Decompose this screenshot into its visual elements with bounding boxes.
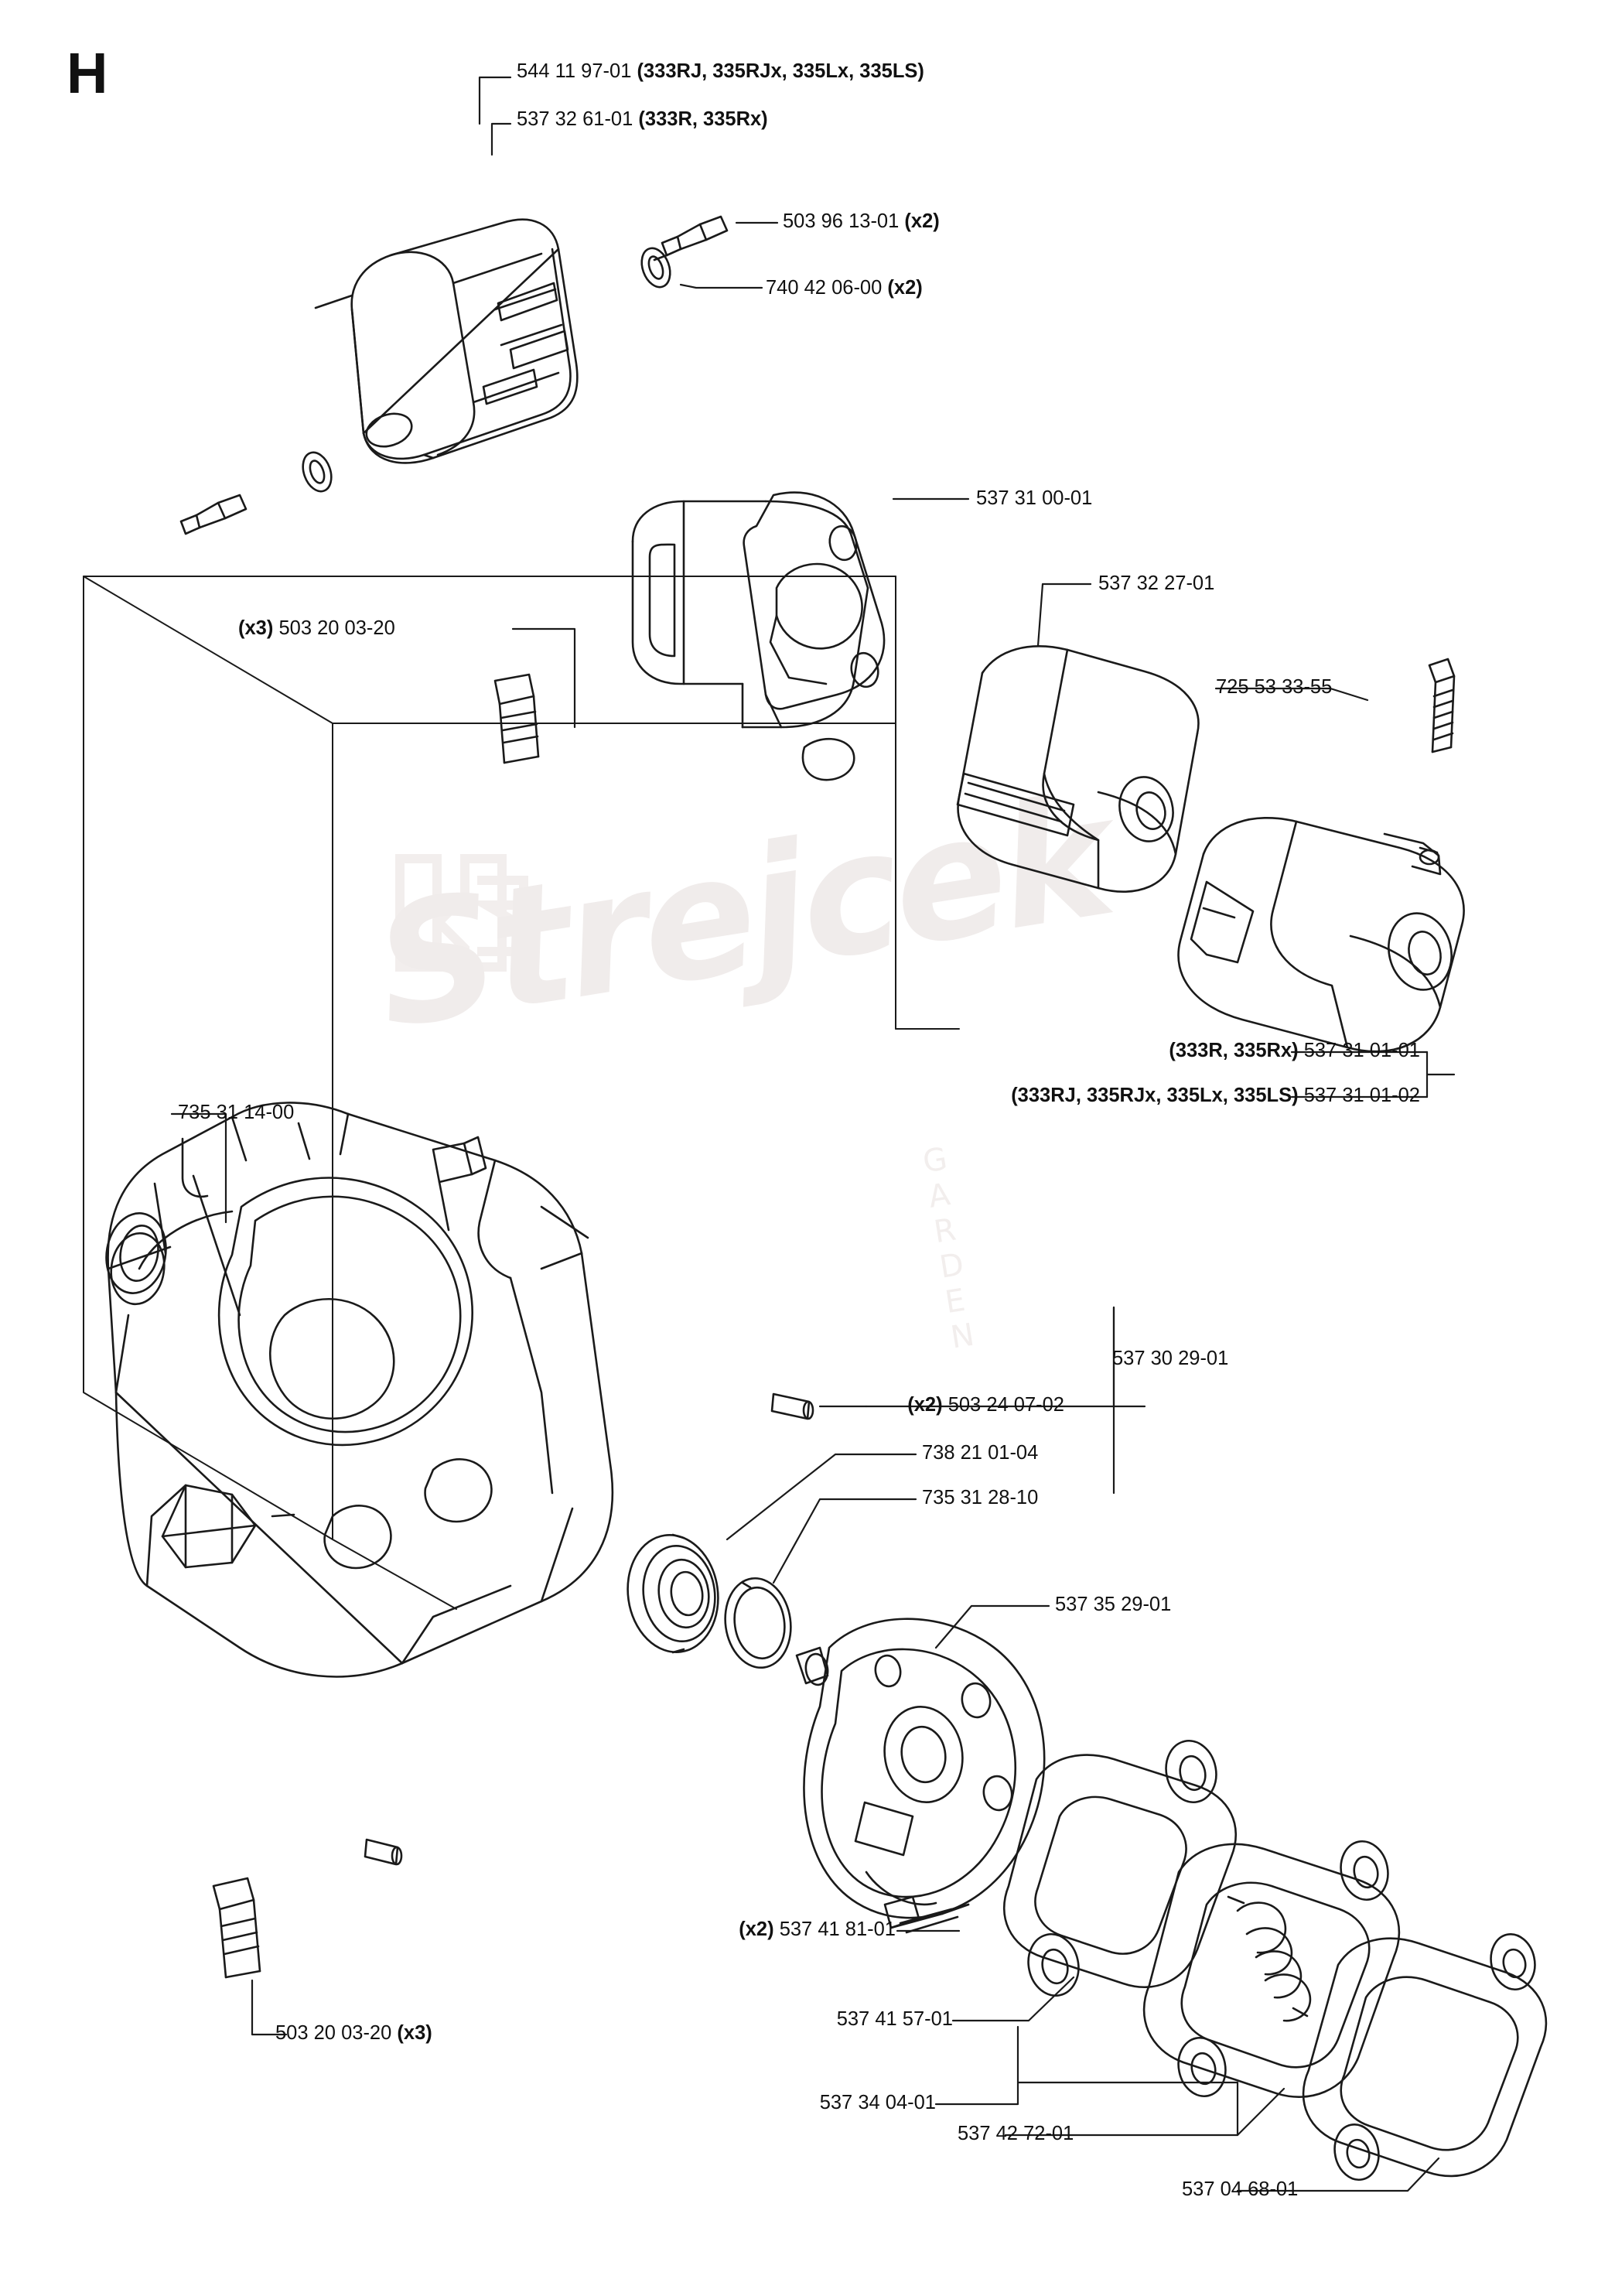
label-housing-assy [1112, 1348, 1228, 1370]
part-number: 537 31 01-01 [1303, 1040, 1420, 1061]
part-number: 537 32 61-01 [517, 108, 633, 130]
part-number: 537 30 29-01 [1112, 1348, 1229, 1369]
crank-seal [107, 1230, 169, 1308]
part-number: 537 41 57-01 [836, 2008, 953, 2030]
model-list: (333R, 335Rx) [1169, 1040, 1299, 1061]
part-number: 537 04 68-01 [1182, 2178, 1299, 2200]
screw-bottom-left [213, 1878, 260, 1977]
label-screw-2x [783, 210, 940, 233]
model-list: (333RJ, 335RJx, 335Lx, 335LS) [1011, 1085, 1299, 1106]
quantity: (x2) [887, 277, 923, 299]
clutch-housing [101, 1102, 613, 1676]
shaft-damper [958, 646, 1198, 891]
cylinder-cover [316, 220, 577, 463]
part-number: 537 32 27-01 [1098, 572, 1215, 594]
part-number: 537 42 72-01 [958, 2123, 1074, 2144]
part-number: 735 31 28-10 [922, 1487, 1039, 1508]
label-cover-rj [517, 60, 924, 83]
clutch-drum [797, 1619, 1044, 1918]
label-seal [178, 1102, 294, 1124]
quantity: (x3) [397, 2022, 432, 2044]
label-clutch-shoe [674, 2008, 953, 2031]
screw-top [495, 675, 538, 763]
label-clamp-rj [670, 1085, 1420, 1107]
watermark-logo-icon [387, 843, 549, 982]
label-clutch-plate [1182, 2178, 1298, 2201]
part-number: 537 41 81-01 [779, 1918, 896, 1940]
circlip [719, 1574, 796, 1672]
label-screw-3x-bottom [275, 2022, 432, 2045]
label-clutch-drum [1055, 1594, 1171, 1616]
model-list: (333R, 335Rx) [638, 108, 768, 130]
clutch-assembly [1144, 1837, 1399, 2101]
part-number: 738 21 01-04 [922, 1442, 1039, 1464]
leader-lines-top [480, 77, 1454, 1097]
part-number: 725 53 33-55 [1216, 676, 1333, 698]
quantity: (x2) [907, 1394, 943, 1416]
clutch-screws [885, 1897, 968, 1932]
part-number: 503 24 07-02 [947, 1394, 1064, 1416]
part-number: 537 34 04-01 [819, 2092, 936, 2113]
part-number: 537 31 00-01 [976, 487, 1093, 509]
shaft-bracket [633, 493, 884, 781]
shaft-clamp [1179, 818, 1464, 1051]
part-number: 503 20 03-20 [275, 2022, 392, 2044]
clutch-plate [1303, 1930, 1546, 2184]
quantity: (x2) [904, 210, 940, 232]
quantity: (x2) [739, 1918, 774, 1940]
part-number: 735 31 14-00 [178, 1102, 295, 1123]
label-oring-2x [766, 277, 923, 299]
clutch-shoe-left [1004, 1736, 1236, 2000]
label-screw-2x-clutch [617, 1918, 896, 1941]
section-letter: H [67, 41, 108, 105]
watermark-text: Strejcek [364, 759, 1121, 1066]
quantity: (x3) [238, 617, 274, 639]
label-screw-3x-top [238, 617, 395, 640]
label-cover-r [517, 108, 768, 131]
label-bearing [922, 1442, 1038, 1464]
part-number: 537 35 29-01 [1055, 1594, 1172, 1615]
model-list: (333RJ, 335RJx, 335Lx, 335LS) [637, 60, 924, 82]
part-number: 503 96 13-01 [783, 210, 900, 232]
part-number: 537 31 01-02 [1303, 1085, 1420, 1106]
part-number: 544 11 97-01 [517, 60, 632, 82]
cover-screws [181, 217, 727, 534]
label-clamp-r [987, 1040, 1420, 1062]
label-damper [1098, 572, 1214, 595]
locating-pins [365, 1394, 813, 1864]
long-screw [1429, 659, 1454, 752]
label-clutch-assy [958, 2123, 1074, 2145]
label-pin-2x [835, 1394, 1064, 1416]
part-number: 740 42 06-00 [766, 277, 883, 299]
label-long-screw [1216, 676, 1332, 699]
part-number: 503 20 03-20 [278, 617, 395, 639]
watermark-subtext: G A R D E N [920, 1139, 988, 1356]
label-bracket [976, 487, 1092, 510]
bearing [620, 1529, 726, 1659]
label-circlip [922, 1487, 1038, 1509]
label-clutch-spring [657, 2092, 936, 2114]
